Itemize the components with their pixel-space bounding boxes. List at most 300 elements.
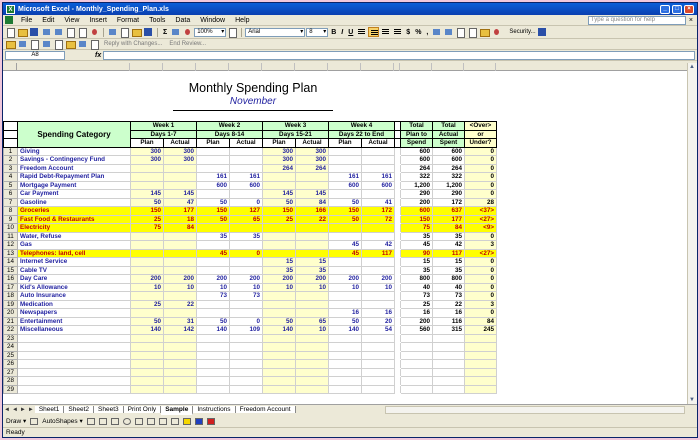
actual-cell[interactable]: 600 [230,181,263,190]
plan-cell[interactable]: 10 [329,283,362,292]
paste-icon[interactable] [131,27,142,37]
actual-cell[interactable] [362,377,395,386]
actual-cell[interactable]: 161 [362,173,395,182]
plan-cell[interactable] [131,164,164,173]
total-plan-cell[interactable]: 25 [401,300,433,309]
over-under-cell[interactable]: 3 [465,300,497,309]
plan-cell[interactable] [263,241,296,250]
actual-cell[interactable] [164,232,197,241]
row-number[interactable]: 11 [4,232,18,241]
font-color-draw-icon[interactable] [207,418,215,425]
plan-cell[interactable] [329,156,362,165]
total-plan-cell[interactable]: 290 [401,190,433,199]
actual-cell[interactable]: 200 [362,275,395,284]
plan-cell[interactable]: 150 [329,207,362,216]
actual-cell[interactable]: 300 [296,156,329,165]
plan-cell[interactable]: 45 [329,249,362,258]
actual-cell[interactable] [296,377,329,386]
actual-cell[interactable] [296,360,329,369]
over-under-cell[interactable]: <27> [465,215,497,224]
actual-cell[interactable]: 10 [230,283,263,292]
plan-cell[interactable]: 10 [197,283,230,292]
plan-cell[interactable]: 145 [131,190,164,199]
over-under-cell[interactable]: 0 [465,190,497,199]
actual-cell[interactable]: 84 [296,198,329,207]
total-plan-cell[interactable] [401,377,433,386]
row-number[interactable]: 6 [4,190,18,199]
sheet-tab[interactable]: Sample [161,406,193,415]
plan-cell[interactable] [263,232,296,241]
actual-cell[interactable] [164,351,197,360]
actual-cell[interactable] [164,241,197,250]
row-number[interactable]: 9 [4,215,18,224]
category-cell[interactable]: Gasoline [18,198,131,207]
plan-cell[interactable]: 75 [131,224,164,233]
plan-cell[interactable] [329,164,362,173]
actual-cell[interactable] [230,258,263,267]
sheet-tab[interactable]: Freedom Account [236,406,296,413]
plan-cell[interactable]: 200 [263,275,296,284]
new-icon[interactable] [5,27,16,37]
total-plan-cell[interactable]: 322 [401,173,433,182]
row-number[interactable]: 24 [4,343,18,352]
review-icon-3[interactable] [29,39,40,49]
textbox-icon[interactable] [135,418,143,425]
vertical-scrollbar[interactable] [687,63,697,404]
oval-icon[interactable] [123,418,131,425]
row-number[interactable]: 19 [4,300,18,309]
plan-cell[interactable] [131,232,164,241]
bold-button[interactable]: B [331,28,337,36]
actual-cell[interactable]: 145 [164,190,197,199]
total-plan-cell[interactable]: 35 [401,232,433,241]
actual-cell[interactable]: 117 [362,249,395,258]
total-actual-cell[interactable]: 22 [433,300,465,309]
plan-cell[interactable]: 50 [329,215,362,224]
total-actual-cell[interactable]: 637 [433,207,465,216]
total-plan-cell[interactable]: 600 [401,147,433,156]
over-under-cell[interactable]: 0 [465,164,497,173]
actual-cell[interactable]: 22 [164,300,197,309]
over-under-cell[interactable]: 0 [465,181,497,190]
plan-cell[interactable] [329,377,362,386]
category-cell[interactable]: Groceries [18,207,131,216]
review-icon-8[interactable] [89,39,100,49]
plan-cell[interactable]: 35 [263,266,296,275]
plan-cell[interactable] [197,164,230,173]
row-number[interactable]: 27 [4,368,18,377]
actual-cell[interactable] [362,343,395,352]
actual-cell[interactable]: 300 [164,156,197,165]
rectangle-icon[interactable] [111,418,119,425]
actual-cell[interactable] [362,156,395,165]
actual-cell[interactable] [296,173,329,182]
category-cell[interactable]: Mortgage Payment [18,181,131,190]
total-actual-cell[interactable]: 177 [433,215,465,224]
category-cell[interactable] [18,360,131,369]
plan-cell[interactable] [131,173,164,182]
autoshapes-menu[interactable]: AutoShapes ▾ [42,418,83,425]
category-cell[interactable] [18,368,131,377]
total-plan-cell[interactable] [401,351,433,360]
row-number[interactable]: 12 [4,241,18,250]
total-actual-cell[interactable]: 84 [433,224,465,233]
over-under-cell[interactable] [465,351,497,360]
over-under-cell[interactable]: 0 [465,283,497,292]
plan-cell[interactable] [197,377,230,386]
security-button[interactable]: Security... [509,29,536,35]
actual-cell[interactable] [296,351,329,360]
chart-wizard-icon[interactable] [182,27,193,37]
total-plan-cell[interactable]: 15 [401,258,433,267]
actual-cell[interactable] [362,334,395,343]
total-plan-cell[interactable]: 45 [401,241,433,250]
picture-icon[interactable] [171,418,179,425]
actual-cell[interactable] [230,241,263,250]
plan-cell[interactable] [263,300,296,309]
actual-cell[interactable]: 10 [296,326,329,335]
plan-cell[interactable]: 140 [131,326,164,335]
plan-cell[interactable]: 50 [263,317,296,326]
total-plan-cell[interactable]: 200 [401,198,433,207]
actual-cell[interactable]: 54 [362,326,395,335]
over-under-cell[interactable]: <37> [465,207,497,216]
wordart-icon[interactable] [147,418,155,425]
actual-cell[interactable]: 109 [230,326,263,335]
comma-button[interactable]: , [426,28,429,36]
fill-color-draw-icon[interactable] [183,418,191,425]
menu-view[interactable]: View [64,16,80,24]
category-cell[interactable]: Electricity [18,224,131,233]
row-number[interactable]: 23 [4,334,18,343]
row-number[interactable]: 26 [4,360,18,369]
over-under-cell[interactable]: 84 [465,317,497,326]
actual-cell[interactable]: 35 [296,266,329,275]
actual-cell[interactable]: 127 [230,207,263,216]
actual-cell[interactable] [230,377,263,386]
underline-button[interactable]: U [348,28,354,36]
total-actual-cell[interactable]: 16 [433,309,465,318]
plan-cell[interactable]: 15 [263,258,296,267]
category-cell[interactable]: Freedom Account [18,164,131,173]
actual-cell[interactable]: 15 [296,258,329,267]
horizontal-scrollbar[interactable] [385,406,685,414]
actual-cell[interactable] [362,147,395,156]
actual-cell[interactable]: 145 [296,190,329,199]
over-under-cell[interactable]: 0 [465,147,497,156]
review-icon-7[interactable] [77,39,88,49]
actual-cell[interactable] [230,156,263,165]
total-actual-cell[interactable]: 600 [433,156,465,165]
plan-cell[interactable] [263,385,296,394]
actual-cell[interactable]: 200 [164,275,197,284]
plan-cell[interactable]: 25 [131,300,164,309]
total-actual-cell[interactable] [433,343,465,352]
arrow-icon[interactable] [99,418,107,425]
total-plan-cell[interactable] [401,360,433,369]
name-box[interactable]: A8 [5,51,65,60]
end-review-button[interactable]: End Review... [169,41,207,47]
actual-cell[interactable] [296,368,329,377]
total-plan-cell[interactable]: 40 [401,283,433,292]
actual-cell[interactable] [230,351,263,360]
review-icon-6[interactable] [65,39,76,49]
total-plan-cell[interactable]: 264 [401,164,433,173]
row-number[interactable]: 8 [4,207,18,216]
review-icon-4[interactable] [41,39,52,49]
total-plan-cell[interactable]: 90 [401,249,433,258]
total-actual-cell[interactable]: 35 [433,266,465,275]
row-number[interactable]: 28 [4,377,18,386]
plan-cell[interactable] [329,300,362,309]
actual-cell[interactable]: 177 [164,207,197,216]
actual-cell[interactable] [164,385,197,394]
plan-cell[interactable] [263,360,296,369]
total-plan-cell[interactable] [401,385,433,394]
actual-cell[interactable]: 65 [296,317,329,326]
align-center-icon[interactable] [368,27,379,37]
total-plan-cell[interactable]: 150 [401,215,433,224]
total-actual-cell[interactable]: 40 [433,283,465,292]
over-under-cell[interactable] [465,334,497,343]
plan-cell[interactable] [329,334,362,343]
formula-input[interactable] [103,51,695,60]
plan-cell[interactable]: 25 [263,215,296,224]
plan-cell[interactable]: 50 [197,215,230,224]
maximize-button[interactable]: □ [672,5,682,14]
actual-cell[interactable] [230,224,263,233]
sort-icon[interactable] [170,27,181,37]
category-cell[interactable] [18,377,131,386]
row-number[interactable]: 15 [4,266,18,275]
actual-cell[interactable] [230,385,263,394]
insert-function-icon[interactable]: fx [95,51,102,59]
row-number[interactable]: 21 [4,317,18,326]
over-under-cell[interactable]: 0 [465,258,497,267]
last-sheet-icon[interactable]: ► [27,406,34,413]
actual-cell[interactable]: 35 [230,232,263,241]
actual-cell[interactable]: 0 [230,198,263,207]
plan-cell[interactable]: 200 [131,275,164,284]
row-number[interactable]: 22 [4,326,18,335]
plan-cell[interactable] [329,292,362,301]
align-left-icon[interactable] [356,27,367,37]
over-under-cell[interactable]: 245 [465,326,497,335]
plan-cell[interactable] [329,368,362,377]
borders-icon[interactable] [467,27,478,37]
actual-cell[interactable] [164,360,197,369]
actual-cell[interactable] [230,360,263,369]
row-number[interactable]: 1 [4,147,18,156]
plan-cell[interactable] [197,147,230,156]
total-actual-cell[interactable]: 116 [433,317,465,326]
row-number[interactable]: 7 [4,198,18,207]
actual-cell[interactable]: 10 [296,283,329,292]
select-all-corner[interactable] [3,63,17,71]
category-cell[interactable]: Auto Insurance [18,292,131,301]
plan-cell[interactable] [329,147,362,156]
over-under-cell[interactable]: 0 [465,309,497,318]
actual-cell[interactable] [230,334,263,343]
prev-sheet-icon[interactable]: ◄ [11,406,18,413]
total-actual-cell[interactable]: 315 [433,326,465,335]
category-cell[interactable]: Water, Refuse [18,232,131,241]
total-actual-cell[interactable]: 264 [433,164,465,173]
total-actual-cell[interactable] [433,368,465,377]
total-actual-cell[interactable]: 15 [433,258,465,267]
plan-cell[interactable]: 35 [197,232,230,241]
actual-cell[interactable] [164,164,197,173]
row-number[interactable]: 13 [4,249,18,258]
actual-cell[interactable] [164,368,197,377]
plan-cell[interactable] [131,241,164,250]
workbook-icon[interactable] [5,16,13,24]
actual-cell[interactable]: 161 [230,173,263,182]
actual-cell[interactable] [164,377,197,386]
line-icon[interactable] [87,418,95,425]
actual-cell[interactable]: 300 [164,147,197,156]
over-under-cell[interactable]: 0 [465,292,497,301]
actual-cell[interactable] [164,173,197,182]
actual-cell[interactable] [230,309,263,318]
align-right-icon[interactable] [380,27,391,37]
menu-insert[interactable]: Insert [89,16,107,24]
plan-cell[interactable]: 73 [197,292,230,301]
actual-cell[interactable] [164,334,197,343]
category-cell[interactable]: Cable TV [18,266,131,275]
plan-cell[interactable]: 50 [197,198,230,207]
worksheet[interactable] [3,63,697,404]
plan-cell[interactable] [263,343,296,352]
actual-cell[interactable]: 42 [362,241,395,250]
total-plan-cell[interactable]: 800 [401,275,433,284]
over-under-cell[interactable]: 0 [465,266,497,275]
actual-cell[interactable] [164,309,197,318]
plan-cell[interactable]: 300 [131,156,164,165]
plan-cell[interactable]: 45 [197,249,230,258]
actual-cell[interactable] [362,351,395,360]
total-plan-cell[interactable]: 75 [401,224,433,233]
plan-cell[interactable] [197,368,230,377]
category-cell[interactable]: Internet Service [18,258,131,267]
actual-cell[interactable]: 31 [164,317,197,326]
merge-center-icon[interactable] [392,27,403,37]
draw-menu[interactable]: Draw ▾ [6,418,27,425]
category-cell[interactable]: Miscellaneous [18,326,131,335]
review-icon-5[interactable] [53,39,64,49]
actual-cell[interactable] [164,258,197,267]
actual-cell[interactable] [164,343,197,352]
over-under-cell[interactable]: <27> [465,249,497,258]
plan-cell[interactable] [263,224,296,233]
total-actual-cell[interactable]: 117 [433,249,465,258]
plan-cell[interactable]: 25 [131,215,164,224]
plan-cell[interactable]: 140 [263,326,296,335]
plan-cell[interactable] [131,377,164,386]
actual-cell[interactable]: 84 [164,224,197,233]
plan-cell[interactable] [329,258,362,267]
actual-cell[interactable] [296,292,329,301]
row-number[interactable]: 10 [4,224,18,233]
actual-cell[interactable]: 0 [230,317,263,326]
plan-cell[interactable] [131,181,164,190]
actual-cell[interactable]: 16 [362,309,395,318]
actual-cell[interactable] [362,368,395,377]
plan-cell[interactable]: 600 [329,181,362,190]
actual-cell[interactable] [164,249,197,258]
actual-cell[interactable]: 10 [164,283,197,292]
actual-cell[interactable] [230,266,263,275]
row-number[interactable]: 25 [4,351,18,360]
increase-decimal-icon[interactable] [431,27,442,37]
total-actual-cell[interactable] [433,351,465,360]
plan-cell[interactable]: 50 [131,317,164,326]
row-header[interactable] [4,130,18,139]
row-header[interactable] [4,122,18,131]
plan-cell[interactable] [263,181,296,190]
total-plan-cell[interactable]: 73 [401,292,433,301]
category-cell[interactable]: Car Payment [18,190,131,199]
actual-cell[interactable] [164,181,197,190]
row-number[interactable]: 29 [4,385,18,394]
plan-cell[interactable]: 300 [131,147,164,156]
plan-cell[interactable] [131,368,164,377]
plan-cell[interactable] [329,385,362,394]
plan-cell[interactable]: 50 [329,198,362,207]
plan-cell[interactable] [263,368,296,377]
plan-cell[interactable] [329,351,362,360]
category-cell[interactable] [18,351,131,360]
plan-cell[interactable] [329,232,362,241]
indent-icon[interactable] [455,27,466,37]
actual-cell[interactable]: 200 [230,275,263,284]
plan-cell[interactable] [131,292,164,301]
over-under-cell[interactable]: 0 [465,232,497,241]
email-icon[interactable] [53,27,64,37]
row-number[interactable]: 14 [4,258,18,267]
minimize-button[interactable]: _ [660,5,670,14]
actual-cell[interactable] [164,292,197,301]
total-actual-cell[interactable]: 322 [433,173,465,182]
actual-cell[interactable] [296,181,329,190]
plan-cell[interactable] [197,309,230,318]
plan-cell[interactable]: 600 [197,181,230,190]
row-number[interactable]: 3 [4,164,18,173]
plan-cell[interactable]: 150 [197,207,230,216]
copy-icon[interactable] [119,27,130,37]
category-cell[interactable]: Fast Food & Restaurants [18,215,131,224]
plan-cell[interactable]: 16 [329,309,362,318]
plan-cell[interactable] [197,156,230,165]
category-cell[interactable]: Medication [18,300,131,309]
print-preview-icon[interactable] [77,27,88,37]
over-under-cell[interactable]: 0 [465,156,497,165]
menu-window[interactable]: Window [200,16,226,24]
row-number[interactable]: 20 [4,309,18,318]
actual-cell[interactable] [164,266,197,275]
plan-cell[interactable] [197,258,230,267]
actual-cell[interactable] [230,300,263,309]
font-color-icon[interactable] [491,27,502,37]
menu-file[interactable]: File [21,16,33,24]
actual-cell[interactable]: 20 [362,317,395,326]
plan-cell[interactable] [329,266,362,275]
total-actual-cell[interactable]: 42 [433,241,465,250]
sheet-tab[interactable]: Sheet2 [64,406,94,413]
menu-help[interactable]: Help [235,16,250,24]
category-cell[interactable]: Telephones: land, cell [18,249,131,258]
actual-cell[interactable] [230,368,263,377]
